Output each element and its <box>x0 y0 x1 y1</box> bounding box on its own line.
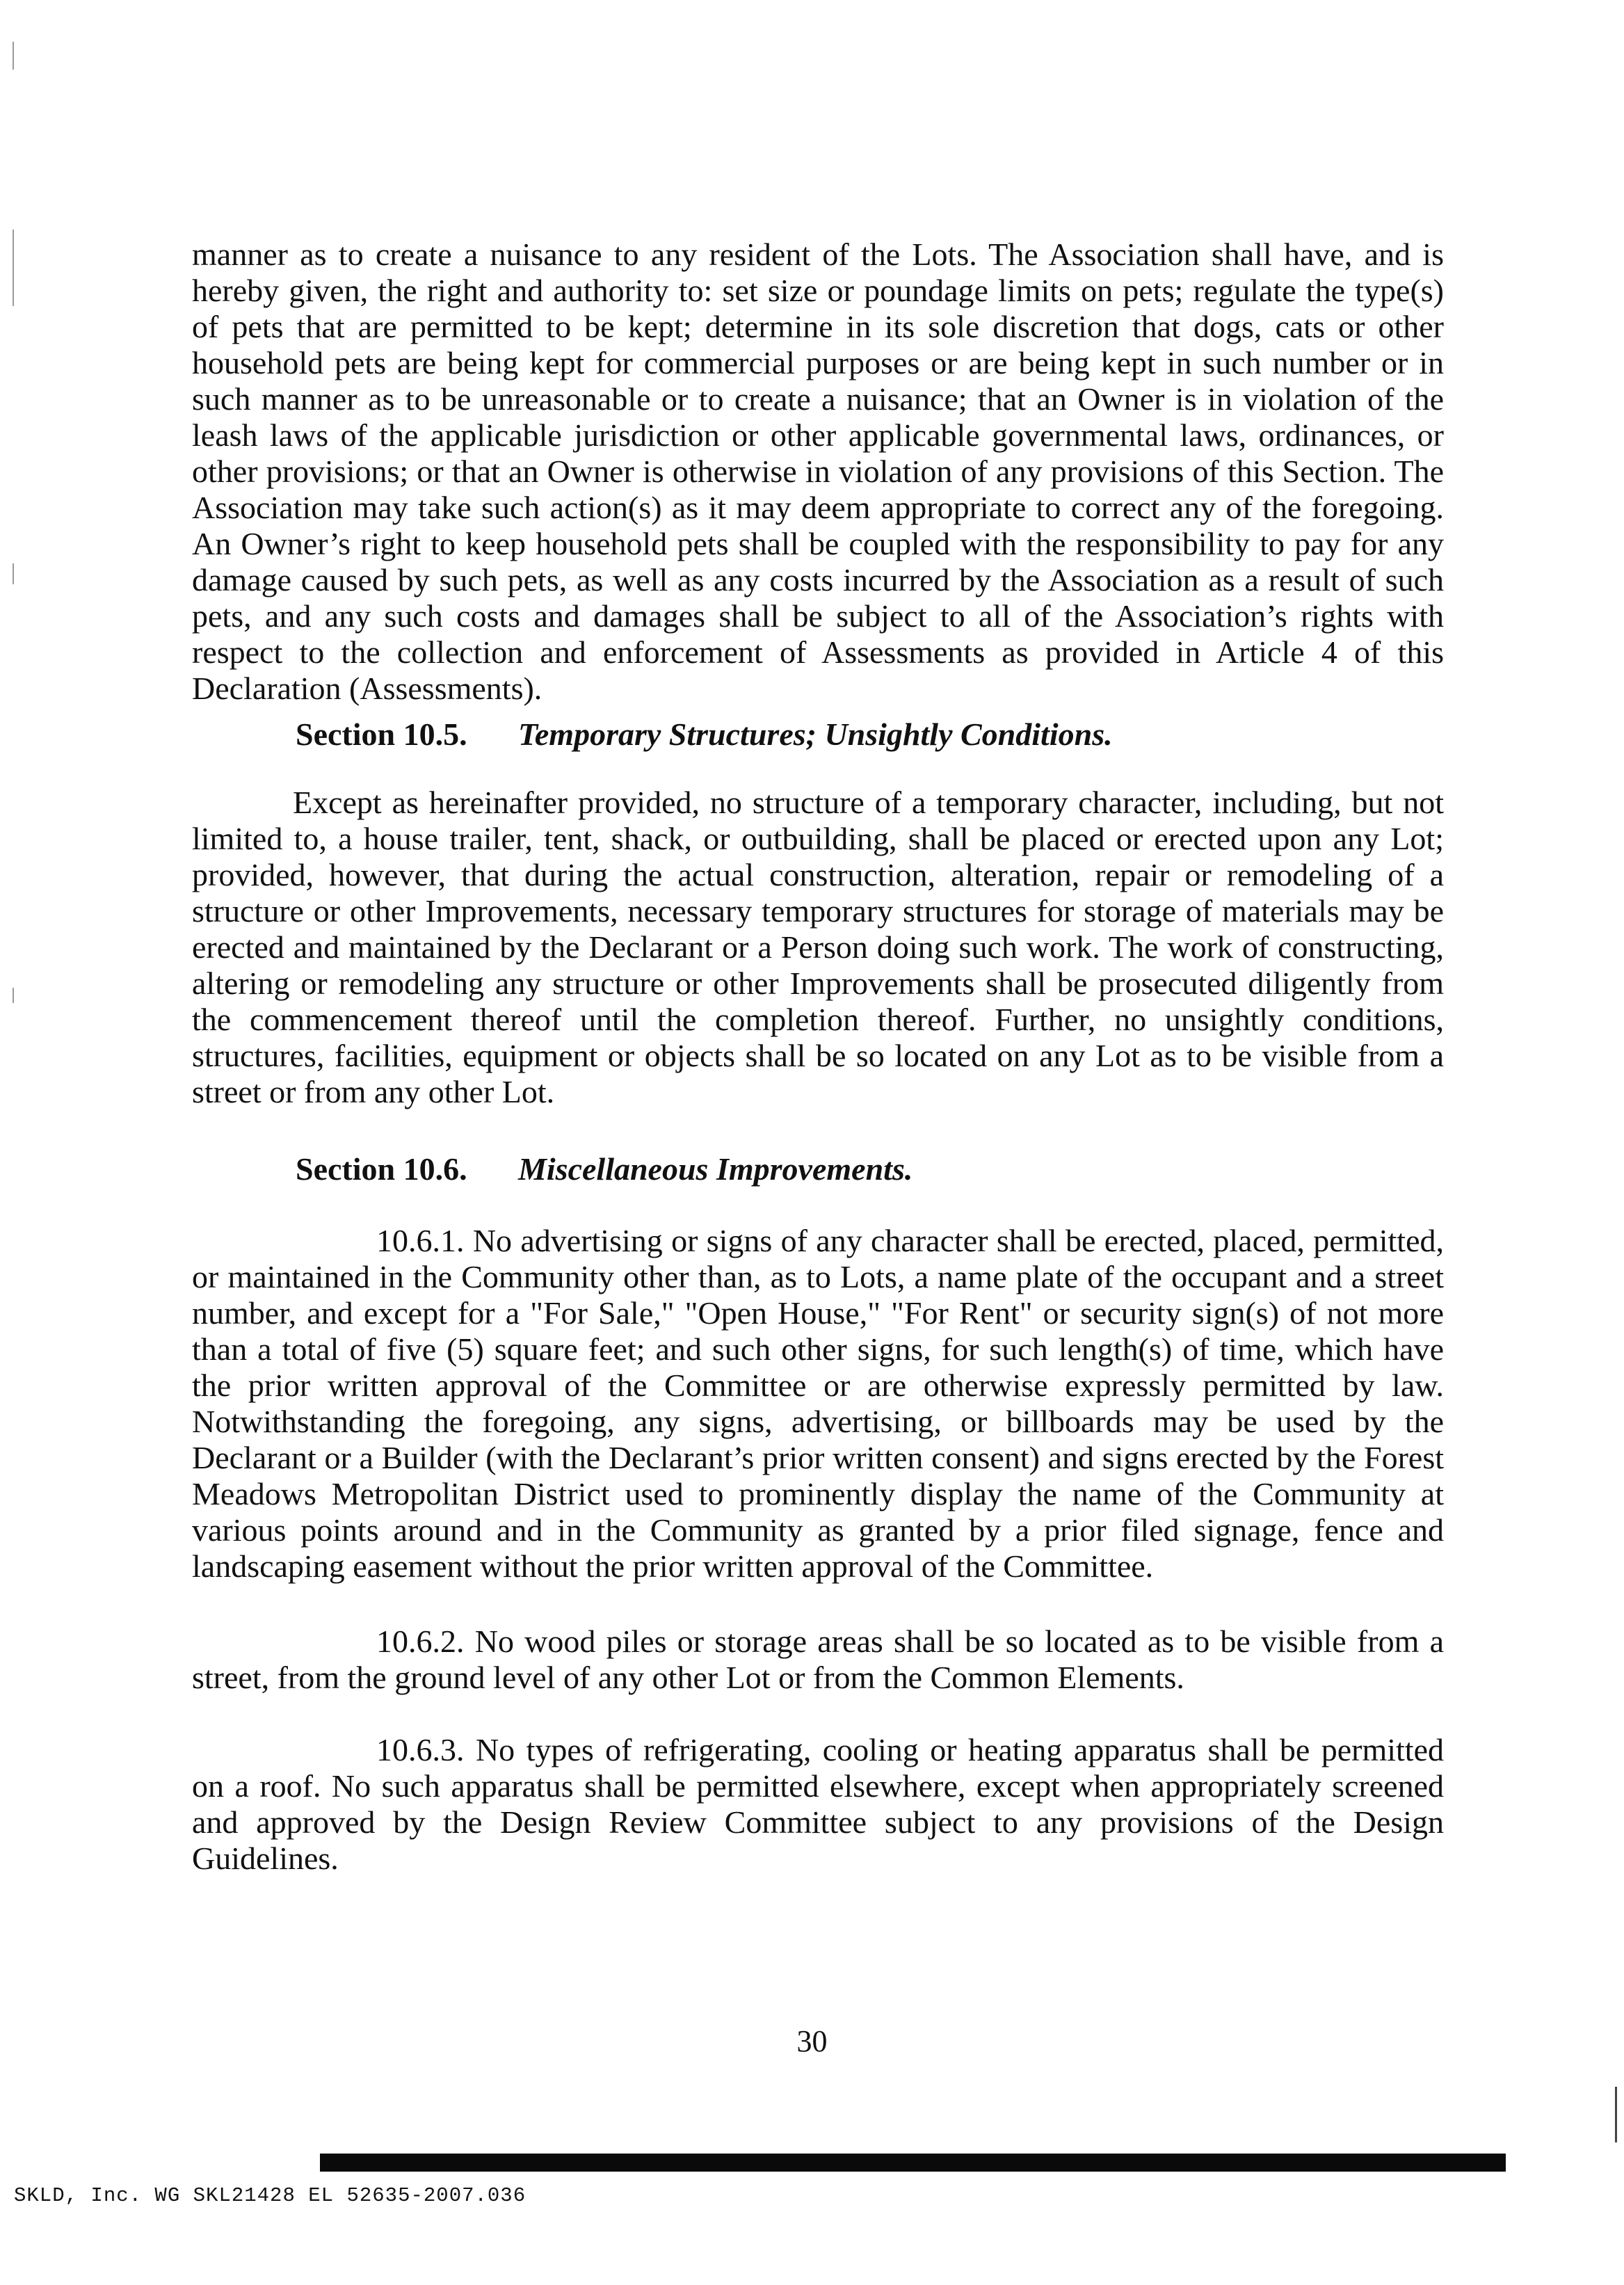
scan-margin-mark <box>13 988 14 1003</box>
subsection-10-6-3: 10.6.3. No types of refrigerating, cooling or heating apparatus shall be permitted on a roof. No such apparatus shall be permitted elsewhere, except when appropriately screened and approved by the Design Review Committee subject to any provisions of the Design Guidelines. <box>192 1732 1444 1876</box>
scan-margin-mark <box>13 42 14 70</box>
section-10-5-body: Except as hereinafter provided, no structure of a temporary character, including, but not limited to, a house trailer, tent, shack, or outbuilding, shall be placed or erected upon any Lot; provided, however, that during the actual construction, alteration, repair or remodeling of a structure or other Improvements, necessary temporary structures for storage of materials may be erected and maintained by the Declarant or a Person doing such work. The work of constructing, altering or remodeling any structure or other Improvements shall be prosecuted diligently from the commencement thereof until the completion thereof. Further, no unsightly conditions, structures, facilities, equipment or objects shall be so located on any Lot as to be visible from a street or from any other Lot. <box>192 785 1444 1109</box>
footer-redaction-bar <box>320 2154 1506 2172</box>
section-number: Section 10.6. <box>296 1151 467 1187</box>
subsection-10-6-1: 10.6.1. No advertising or signs of any character shall be erected, placed, permitted, or maintained in the Community other than, as to Lots, a name plate of the occupant and a street number, and except for a "For Sale," "Open House," "For Rent" or security sign(s) of not more than a total of five (5) square feet; and such other signs, for such length(s) of time, which have the prior written approval of the Committee or are otherwise expressly permitted by law. Notwithstanding the foregoing, any signs, advertising, or billboards may be used by the Declarant or a Builder (with the Declarant’s prior written consent) and signs erected by the Forest Meadows Metropolitan District used to prominently display the name of the Community at various points around and in the Community as granted by a prior filed signage, fence and landscaping easement without the prior written approval of the Committee. <box>192 1223 1444 1584</box>
section-10-6-heading <box>296 1151 913 1187</box>
section-10-5-heading <box>296 716 1113 753</box>
section-title: Temporary Structures; Unsightly Conditions. <box>518 716 1113 752</box>
footer-document-id: SKLD, Inc. WG SKL21428 EL 52635-2007.036 <box>14 2184 526 2207</box>
scan-margin-mark <box>13 563 14 584</box>
page-number: 30 <box>796 2024 828 2058</box>
scan-margin-mark <box>13 230 14 306</box>
subsection-10-6-2: 10.6.2. No wood piles or storage areas shall be so located as to be visible from a street, from the ground level of any other Lot or from the Common Elements. <box>192 1623 1444 1695</box>
section-number: Section 10.5. <box>296 716 467 752</box>
pets-paragraph-continuation: manner as to create a nuisance to any resident of the Lots. The Association shall have, and is hereby given, the right and authority to: set size or poundage limits on pets; regulate the type(s) of pets that are permitted to be kept; determine in its sole discretion that dogs, cats or other household pets are being kept for commercial purposes or are being kept in such number or in such manner as to be unreasonable or to create a nuisance; that an Owner is in violation of the leash laws of the applicable jurisdiction or other applicable governmental laws, ordinances, or other provisions; or that an Owner is otherwise in violation of any provisions of this Section. The Association may take such action(s) as it may deem appropriate to correct any of the foregoing. An Owner’s right to keep household pets shall be coupled with the responsibility to pay for any damage caused by such pets, as well as any costs incurred by the Association as a result of such pets, and any such costs and damages shall be subject to all of the Association’s rights with respect to the collection and enforcement of Assessments as provided in Article 4 of this Declaration (Assessments). <box>192 236 1444 706</box>
scan-edge-line <box>1615 2087 1617 2142</box>
section-title: Miscellaneous Improvements. <box>518 1151 913 1187</box>
